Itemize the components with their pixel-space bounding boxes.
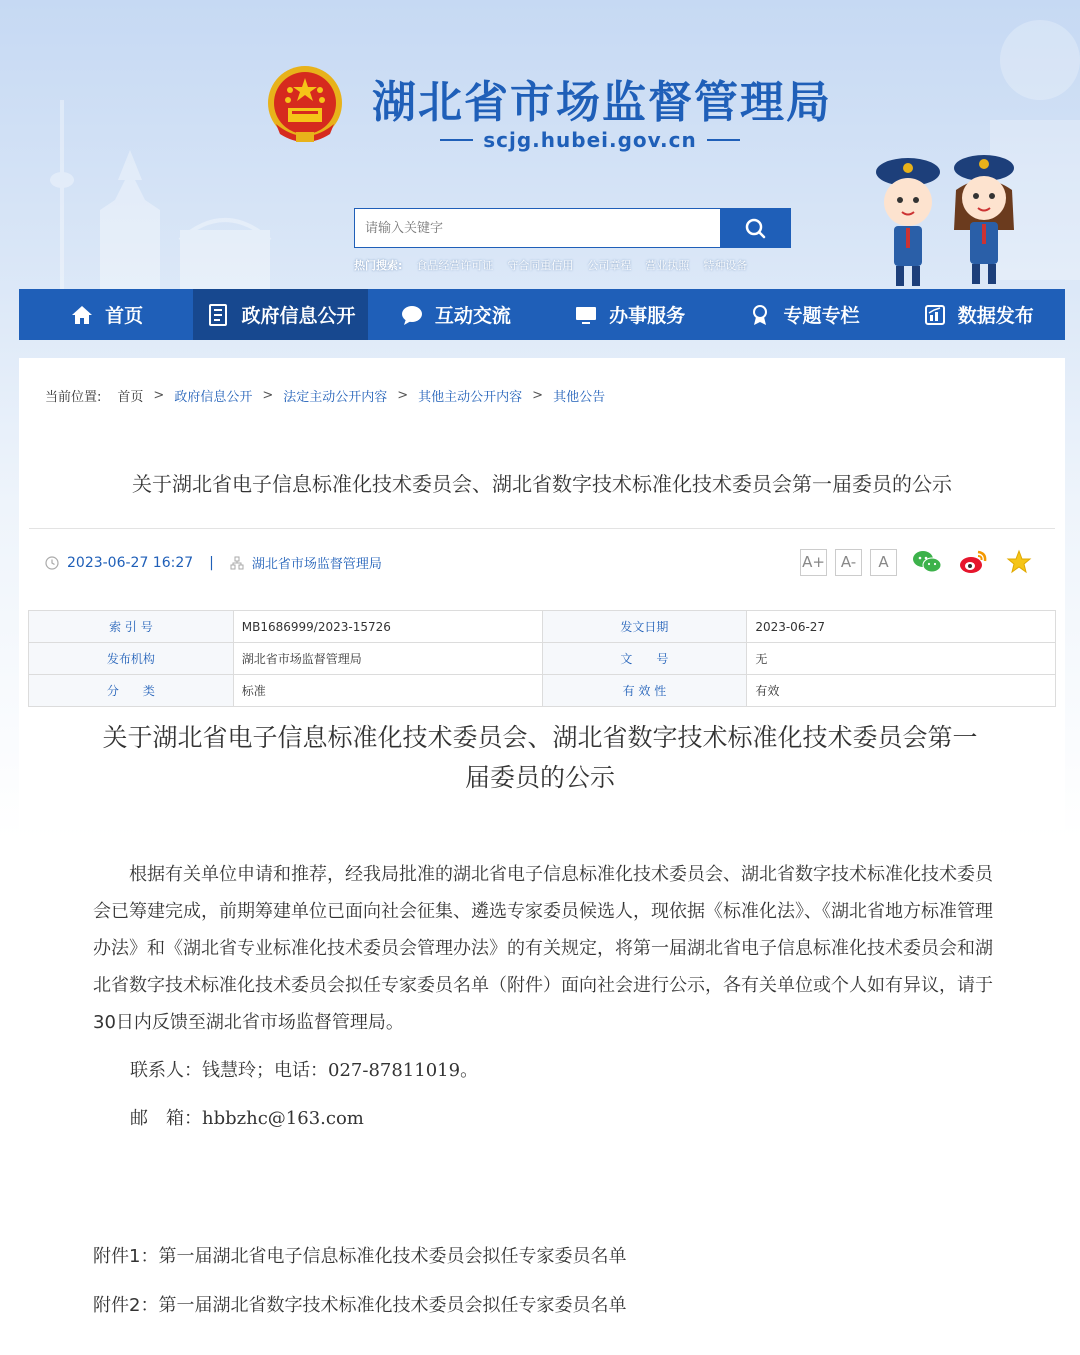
email-line xyxy=(130,1104,364,1130)
site-title: 湖北省市场监督管理局 xyxy=(372,77,832,128)
title-divider xyxy=(29,528,1055,529)
body-paragraph: 根据有关单位申请和推荐，经我局批准的湖北省电子信息标准化技术委员会、湖北省数字技术标准化技术委员会已筹建完成，前期筹建单位已面向社会征集、遴选专家委员候选人，现依据《标准化法》、《湖北省地方标准管理办法》和《湖北省专业标准化技术委员会管理办法》的有关规定，将第一届湖北省电子信息标准化技术委员会和湖北省数字技术标准化技术委员会拟任专家委员名单（附件）面向社会进行公示，各有关单位或个人如有异议，请于30日内反馈至湖北省市场监督管理局。 xyxy=(93,864,993,1033)
nav-item-label: 数据发布 xyxy=(957,305,1034,327)
mascot-illustration xyxy=(868,150,1028,290)
breadcrumb-item[interactable]: 政府信息公开 xyxy=(174,390,253,405)
hot-search-item[interactable]: 营业执照 xyxy=(645,259,690,272)
publish-date: 2023-06-27 16:27 xyxy=(67,554,194,571)
nav-item-gov-info[interactable] xyxy=(193,289,367,340)
nav-item-label: 专题专栏 xyxy=(783,305,860,327)
nav-item-data[interactable] xyxy=(891,289,1065,340)
org-label: 发布机构 xyxy=(29,643,234,675)
article-body xyxy=(93,856,993,1041)
info-table xyxy=(28,610,1056,707)
email-label: 邮 箱： xyxy=(130,1108,202,1129)
home-icon xyxy=(69,302,95,328)
index-value: MB1686999/2023-15726 xyxy=(233,611,542,643)
date-value: 2023-06-27 xyxy=(747,611,1056,643)
breadcrumb-separator: > xyxy=(262,388,274,403)
article-tools xyxy=(800,546,1035,578)
category-value: 标准 xyxy=(233,675,542,707)
search-input[interactable] xyxy=(355,209,720,247)
site-url-row xyxy=(440,126,740,154)
breadcrumb-label: 当前位置: xyxy=(45,390,102,405)
search-button[interactable] xyxy=(720,209,790,247)
hot-search-item[interactable]: 守合同重信用 xyxy=(507,259,574,272)
breadcrumb-separator: > xyxy=(397,388,409,403)
nav-item-label: 政府信息公开 xyxy=(241,305,356,327)
breadcrumb-item-home[interactable]: 首页 xyxy=(117,390,144,405)
content-title xyxy=(90,718,990,798)
breadcrumb-separator: > xyxy=(153,388,165,403)
attachment-link-1[interactable]: 附件1：第一届湖北省电子信息标准化技术委员会拟任专家委员名单 xyxy=(93,1246,627,1267)
validity-label: 有 效 性 xyxy=(542,675,747,707)
category-label: 分 类 xyxy=(29,675,234,707)
table-row xyxy=(29,675,1056,707)
main-nav xyxy=(19,289,1065,340)
hot-search-item[interactable]: 特种设备 xyxy=(703,259,748,272)
org-value: 湖北省市场监督管理局 xyxy=(233,643,542,675)
font-reset-button[interactable]: A xyxy=(870,549,897,576)
attachment-link-2[interactable]: 附件2：第一届湖北省数字技术标准化技术委员会拟任专家委员名单 xyxy=(93,1295,627,1316)
nav-item-topics[interactable] xyxy=(716,289,890,340)
chat-icon xyxy=(399,302,425,328)
hot-search-item[interactable]: 公司章程 xyxy=(587,259,632,272)
nav-item-label: 首页 xyxy=(105,305,144,327)
breadcrumb-item[interactable]: 其他公告 xyxy=(553,390,606,405)
nav-item-interaction[interactable] xyxy=(368,289,542,340)
font-decrease-button[interactable]: A- xyxy=(835,549,862,576)
article-title: 关于湖北省电子信息标准化技术委员会、湖北省数字技术标准化技术委员会第一届委员的公示 xyxy=(132,472,952,496)
search-box xyxy=(354,208,791,248)
monitor-icon xyxy=(573,302,599,328)
meta-separator: | xyxy=(209,554,214,571)
article-source: 湖北省市场监督管理局 xyxy=(251,557,382,572)
site-url: scjg.hubei.gov.cn xyxy=(483,128,697,152)
nav-item-label: 办事服务 xyxy=(609,305,686,327)
star-icon[interactable] xyxy=(1003,546,1035,578)
font-increase-button[interactable]: A+ xyxy=(800,549,827,576)
clock-icon xyxy=(45,556,59,570)
contact-line xyxy=(130,1056,478,1082)
url-left-line xyxy=(440,139,473,141)
nav-item-home[interactable] xyxy=(19,289,193,340)
table-row xyxy=(29,611,1056,643)
nav-item-label: 互动交流 xyxy=(434,305,511,327)
url-right-line xyxy=(707,139,740,141)
skyline-illustration xyxy=(40,90,280,290)
weibo-icon[interactable] xyxy=(957,546,989,578)
document-icon xyxy=(205,302,231,328)
index-label: 索 引 号 xyxy=(29,611,234,643)
doc-number-label: 文 号 xyxy=(542,643,747,675)
date-label: 发文日期 xyxy=(542,611,747,643)
breadcrumb-item[interactable]: 法定主动公开内容 xyxy=(283,390,388,405)
email-value: hbbzhc@163.com xyxy=(202,1108,364,1129)
nav-item-services[interactable] xyxy=(542,289,716,340)
contact-phone: 027-87811019 xyxy=(328,1060,461,1081)
hot-search-label: 热门搜索: xyxy=(354,259,403,272)
contact-suffix: 。 xyxy=(460,1060,479,1081)
content-title-line: 届委员的公示 xyxy=(464,763,615,792)
table-row xyxy=(29,643,1056,675)
breadcrumb xyxy=(45,386,605,405)
breadcrumb-separator: > xyxy=(532,388,544,403)
wechat-icon[interactable] xyxy=(911,546,943,578)
chart-icon xyxy=(922,302,948,328)
medal-icon xyxy=(747,302,773,328)
contact-prefix: 联系人：钱慧玲；电话： xyxy=(130,1060,328,1081)
national-emblem-icon xyxy=(266,64,344,146)
validity-value: 有效 xyxy=(747,675,1056,707)
article-meta xyxy=(45,553,382,572)
search-icon xyxy=(744,217,766,239)
breadcrumb-item[interactable]: 其他主动公开内容 xyxy=(418,390,523,405)
doc-number-value: 无 xyxy=(747,643,1056,675)
content-title-line: 关于湖北省电子信息标准化技术委员会、湖北省数字技术标准化技术委员会第一 xyxy=(102,723,978,752)
hot-search-row xyxy=(354,257,747,273)
hot-search-item[interactable]: 食品经营许可证 xyxy=(416,259,494,272)
org-icon xyxy=(230,556,244,570)
